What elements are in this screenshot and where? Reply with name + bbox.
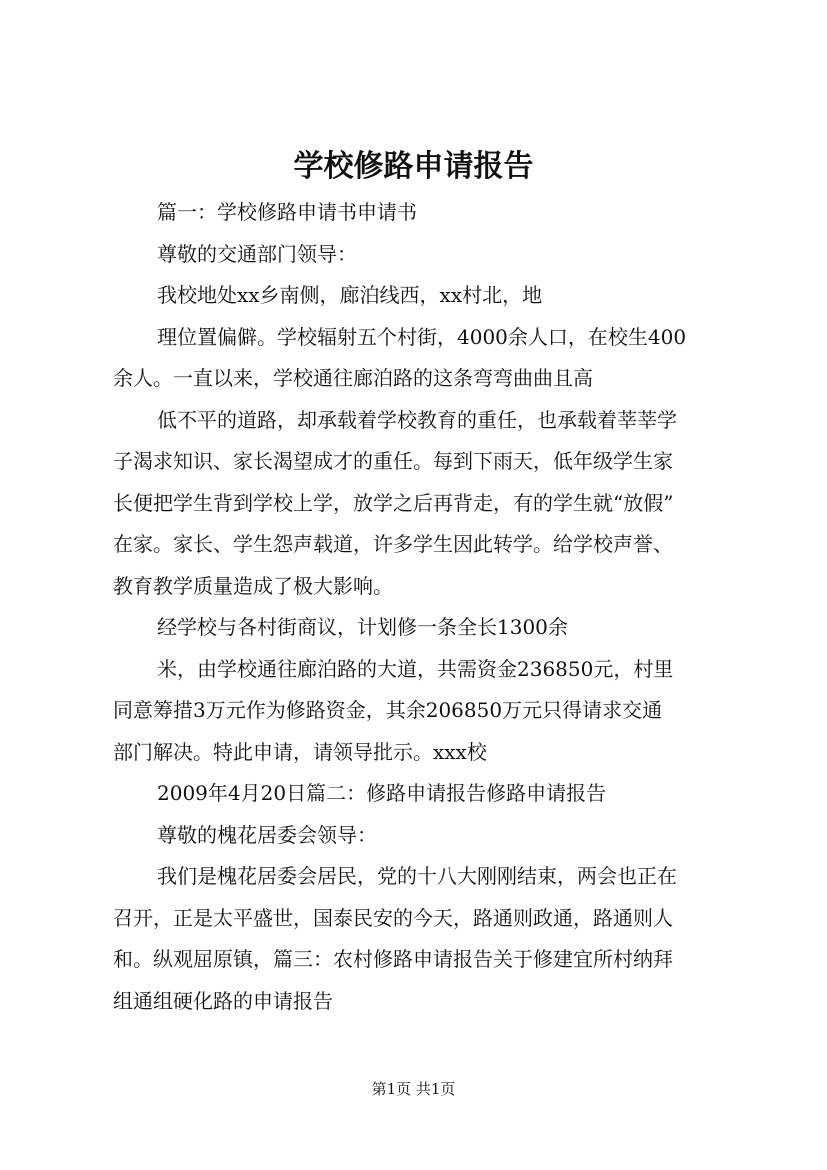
document-body (113, 192, 725, 1022)
body-line: 理位置偏僻。学校辐射五个村街，4000余人口，在校生400 (157, 324, 687, 349)
body-line: 尊敬的槐花居委会领导： (157, 822, 377, 847)
body-line: 召开，正是太平盛世，国泰民安的今天，路通则政通，路通则人 (113, 905, 673, 930)
body-line: 余人。一直以来，学校通往廊泊路的这条弯弯曲曲且高 (113, 366, 593, 390)
body-line: 和。纵观屈原镇，篇三：农村修路申请报告关于修建宜所村纳拜 (113, 947, 673, 971)
body-line: 同意筹措3万元作为修路资金，其余206850万元只得请求交通 (113, 698, 663, 722)
body-line: 低不平的道路，却承载着学校教育的重任，也承载着莘莘学 (157, 407, 677, 432)
body-line: 长便把学生背到学校上学，放学之后再背走，有的学生就“放假” (113, 490, 674, 515)
body-line: 在家。家长、学生怨声载道，许多学生因此转学。给学校声誉、 (113, 532, 673, 556)
body-line: 经学校与各村街商议，计划修一条全长1300余 (157, 615, 568, 639)
body-line: 教育教学质量造成了极大影响。 (113, 573, 393, 598)
body-line: 尊敬的交通部门领导： (157, 241, 357, 266)
document-title: 学校修路申请报告 (293, 149, 534, 184)
body-line: 子渴求知识、家长渴望成才的重任。每到下雨天，低年级学生家 (113, 449, 673, 473)
page-footer: 第1页 共1页 (371, 1080, 456, 1098)
body-line: 2009年4月20日篇二：修路申请报告修路申请报告 (157, 781, 607, 805)
body-line: 我们是槐花居委会居民，党的十八大刚刚结束，两会也正在 (157, 864, 677, 888)
body-line: 部门解决。特此申请，请领导批示。xxx校 (113, 739, 487, 764)
body-line: 我校地处xx乡南侧，廊泊线西，xx村北，地 (157, 283, 543, 307)
body-line: 组通组硬化路的申请报告 (113, 988, 333, 1013)
body-line: 篇一：学校修路申请书申请书 (157, 200, 417, 224)
body-line: 米，由学校通往廊泊路的大道，共需资金236850元，村里 (157, 656, 674, 681)
